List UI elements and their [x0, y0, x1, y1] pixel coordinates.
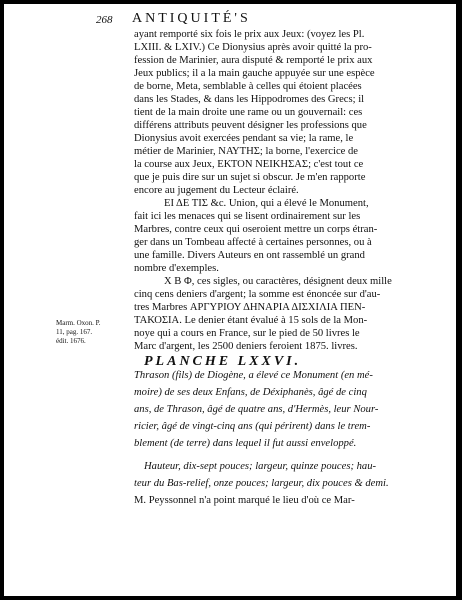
text-line: de borne, Meta, semblable à celles qui étoient placées [134, 81, 362, 92]
text-line: ΕΙ ΔΕ ΤΙΣ &c. Union, qui a élevé le Monument, [164, 198, 369, 209]
closing-line: M. Peyssonnel n'a point marqué le lieu d'où ce Mar- [134, 495, 355, 506]
text-line: Χ Β Φ, ces sigles, ou caractères, désignent deux mille [164, 276, 392, 287]
text-line: tres Marbres ΑΡΓΥΡΙΟΥ ΔΗΝΑΡΙΑ ΔΙΣΧΙΛΙΑ ΠΕΝ- [134, 302, 366, 313]
page-number: 268 [96, 14, 113, 26]
text-line: teur du Bas-relief, onze pouces; largeur, dix pouces & demi. [134, 478, 389, 489]
text-line: tient de la main droite une rame ou un gouvernail: ces [134, 107, 363, 118]
text-line: encore au jugement du Lecteur éclairé. [134, 185, 299, 196]
text-line: métier de Marinier, ΝΑΥΤΗΣ; la borne, l'exercice de [134, 146, 358, 157]
text-line: fession de Marinier, aura disputé & remporté le prix aux [134, 55, 373, 66]
plate-title: PLANCHE LXXVI. [144, 354, 302, 369]
margin-note-line: 11, pag. 167. [56, 328, 93, 336]
text-line: que je puis dire sur un sujet si obscur. Je m'en rapporte [134, 172, 366, 183]
text-line: Hauteur, dix-sept pouces; largeur, quinze pouces; hau- [144, 461, 377, 472]
text-line: noye qui a cours en France, sur le pied de 50 livres le [134, 328, 360, 339]
text-line: cinq cens deniers d'argent; la somme est énoncée sur d'au- [134, 289, 381, 300]
text-line: ger dans un Tombeau affecté à certaines personnes, ou à [134, 237, 372, 248]
margin-note-line: Marm. Oxon. P. [56, 319, 101, 327]
text-line: une famille. Divers Auteurs en ont rassemblé un grand [134, 250, 365, 261]
text-line: différens attributs peuvent désigner les professions que [134, 120, 367, 131]
text-line: la course aux Jeux, ΕΚΤΟΝ ΝΕΙΚΗΣΑΣ; c'est tout ce [134, 159, 364, 170]
text-line: Dionysius avoit exercées pendant sa vie; la rame, le [134, 133, 354, 144]
text-line: Marc d'argent, les 2500 deniers feroient 1875. livres. [134, 341, 358, 352]
text-line: dans les Stades, & dans les Hippodromes des Grecs; il [134, 94, 365, 105]
text-line: blement (de terre) dans lequel il fut aussi enveloppé. [134, 438, 357, 449]
text-line: moire) de ses deux Enfans, de Déxiphanès, âgé de cinq [134, 387, 367, 398]
text-line: ayant remporté six fois le prix aux Jeux: (voyez les Pl. [134, 29, 365, 40]
text-line: ΤΑΚΟΣΙΑ. Le denier étant évalué à 15 sols de la Mon- [134, 315, 368, 326]
book-page [4, 4, 456, 596]
margin-note-line: édit. 1676. [56, 337, 86, 345]
text-line: nombre d'exemples. [134, 263, 219, 274]
text-line: Marbres, contre ceux qui oseroient mettre un corps étran- [134, 224, 378, 235]
text-line: Jeux publics; il a la main gauche appuyée sur une espèce [134, 68, 375, 79]
text-line: Thrason (fils) de Diogène, a élevé ce Monument (en mé- [134, 370, 373, 381]
running-head: ANTIQUITÉ'S [132, 11, 251, 26]
text-line: ricier, âgé de vingt-cinq ans (qui périrent) dans le trem- [134, 421, 371, 432]
text-line: ans, de Thrason, âgé de quatre ans, d'Hermès, leur Nour- [134, 404, 379, 415]
text-line: LXIII. & LXIV.) Ce Dionysius après avoir quitté la pro- [134, 42, 372, 53]
text-line: fait ici les menaces qui se lisent ordinairement sur les [134, 211, 361, 222]
